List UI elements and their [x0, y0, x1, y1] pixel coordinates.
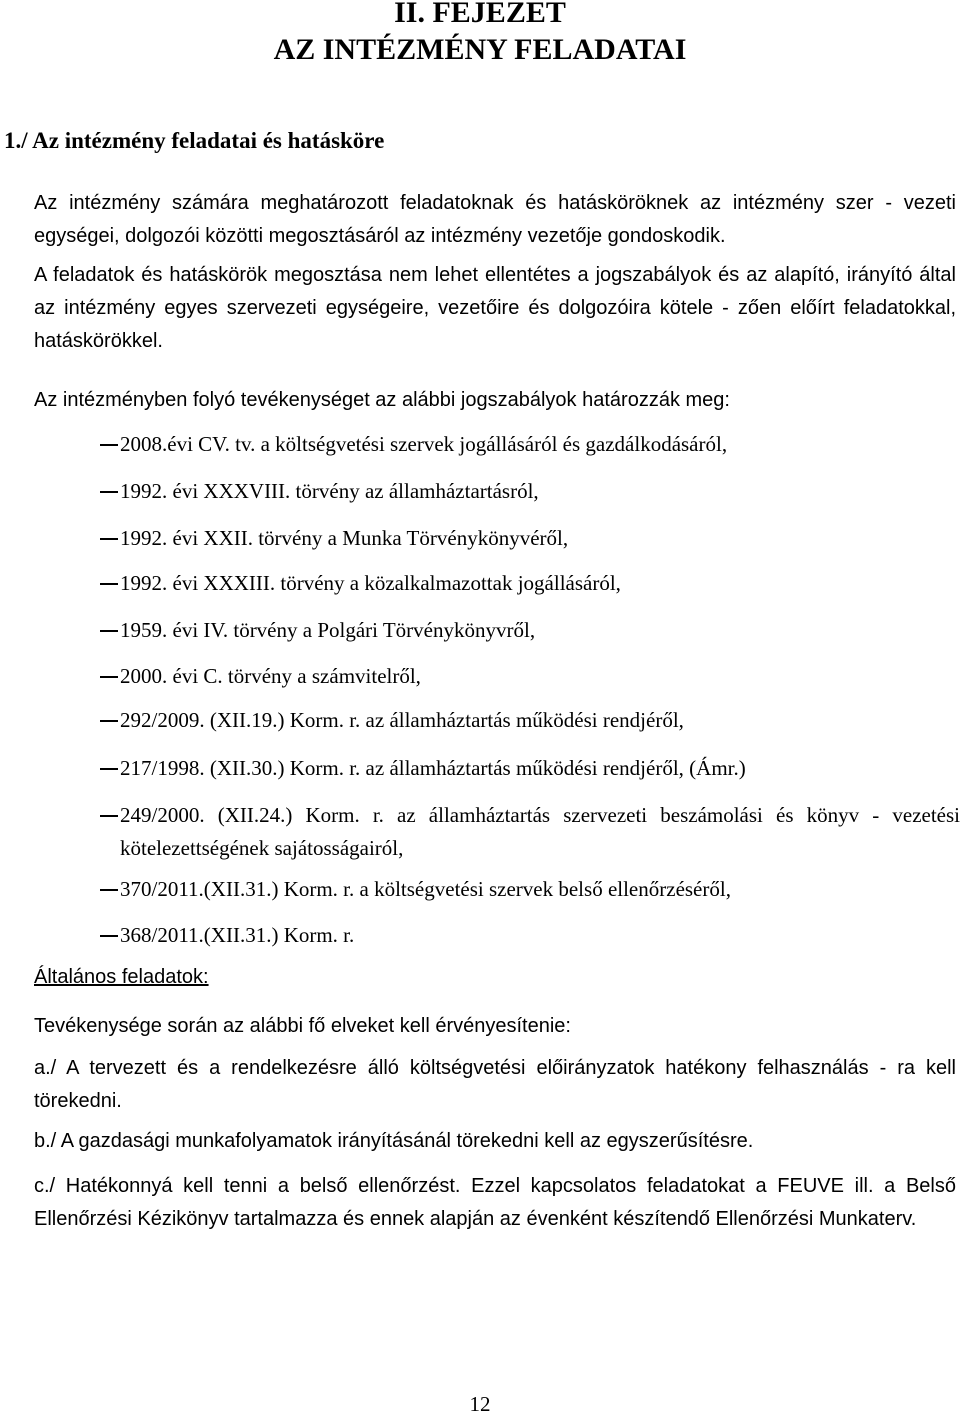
dash-bullet [100, 630, 118, 632]
dash-bullet [100, 720, 118, 722]
dash-bullet [100, 935, 118, 937]
law-list-item [100, 919, 960, 952]
law-list-item [100, 567, 960, 600]
section-heading: 1./ Az intézmény feladatai és hatásköre [4, 128, 385, 153]
law-list-item [100, 428, 960, 461]
law-list-item [100, 704, 960, 737]
chapter-label: II. FEJEZET [394, 0, 566, 29]
general-task-a: a./ A tervezett és a rendelkezésre álló költségvetési előirányzatok hatékony felhasználás - ra kell törekedni. [34, 1057, 956, 1112]
law-text: 2000. évi C. törvény a számvitelről, [120, 664, 421, 688]
law-text: 1992. évi XXXVIII. törvény az államháztartásról, [120, 479, 539, 503]
dash-bullet [100, 583, 118, 585]
general-tasks-intro: Tevékenysége során az alábbi fő elveket kell érvényesítenie: [34, 1015, 571, 1037]
dash-bullet [100, 768, 118, 770]
law-text: 1992. évi XXII. törvény a Munka Törvénykönyvéről, [120, 526, 569, 550]
law-text: 1959. évi IV. törvény a Polgári Törvénykönyvről, [120, 618, 536, 642]
law-list-item [100, 799, 960, 865]
paragraph-task-constraints: A feladatok és hatáskörök megosztása nem lehet ellentétes a jogszabályok és az alapító, irányító által az intézmény egyes szervezeti egységeire, vezetőire és dolgozóira kötele - zően előírt feladatokkal, hatáskörökkel. [34, 264, 956, 352]
law-text: 292/2009. (XII.19.) Korm. r. az államháztartás működési rendjéről, [120, 708, 684, 732]
law-text: 1992. évi XXXIII. törvény a közalkalmazottak jogállásáról, [120, 571, 621, 595]
law-list-item [100, 873, 960, 906]
dash-bullet [100, 676, 118, 678]
general-tasks-heading: Általános feladatok: [34, 966, 209, 988]
law-text: 249/2000. (XII.24.) Korm. r. az államháztartás szervezeti beszámolási és könyv - vezetési kötelezettségének sajátosságairól, [120, 803, 960, 860]
dash-bullet [100, 889, 118, 891]
dash-bullet [100, 538, 118, 540]
general-task-c: c./ Hatékonnyá kell tenni a belső ellenőrzést. Ezzel kapcsolatos feladatokat a FEUVE ill. a Belső Ellenőrzési Kézikönyv tartalmazza és ennek alapján az évenként készítendő Ellenőrzési Munkaterv. [34, 1175, 956, 1230]
chapter-title: AZ INTÉZMÉNY FELADATAI [273, 33, 687, 66]
law-list-item [100, 475, 960, 508]
law-list-item [100, 752, 960, 785]
dash-bullet [100, 444, 118, 446]
law-list-item [100, 522, 960, 555]
law-list-item [100, 660, 960, 693]
law-text: 368/2011.(XII.31.) Korm. r. [120, 923, 355, 947]
paragraph-task-distribution: Az intézmény számára meghatározott feladatoknak és hatásköröknek az intézmény szer - vezeti egységei, dolgozói közötti megosztásáról az intézmény vezetője gondoskodik. [34, 192, 956, 247]
dash-bullet [100, 491, 118, 493]
paragraph-laws-intro: Az intézményben folyó tevékenységet az alábbi jogszabályok határozzák meg: [34, 389, 730, 411]
general-task-b: b./ A gazdasági munkafolyamatok irányításánál törekedni kell az egyszerűsítésre. [34, 1130, 754, 1152]
dash-bullet [100, 815, 118, 817]
law-list-item [100, 614, 960, 647]
law-text: 217/1998. (XII.30.) Korm. r. az államháztartás működési rendjéről, (Ámr.) [120, 756, 746, 780]
page-number: 12 [469, 1392, 491, 1416]
law-text: 370/2011.(XII.31.) Korm. r. a költségvetési szervek belső ellenőrzéséről, [120, 877, 731, 901]
law-text: 2008.évi CV. tv. a költségvetési szervek jogállásáról és gazdálkodásáról, [120, 432, 728, 456]
